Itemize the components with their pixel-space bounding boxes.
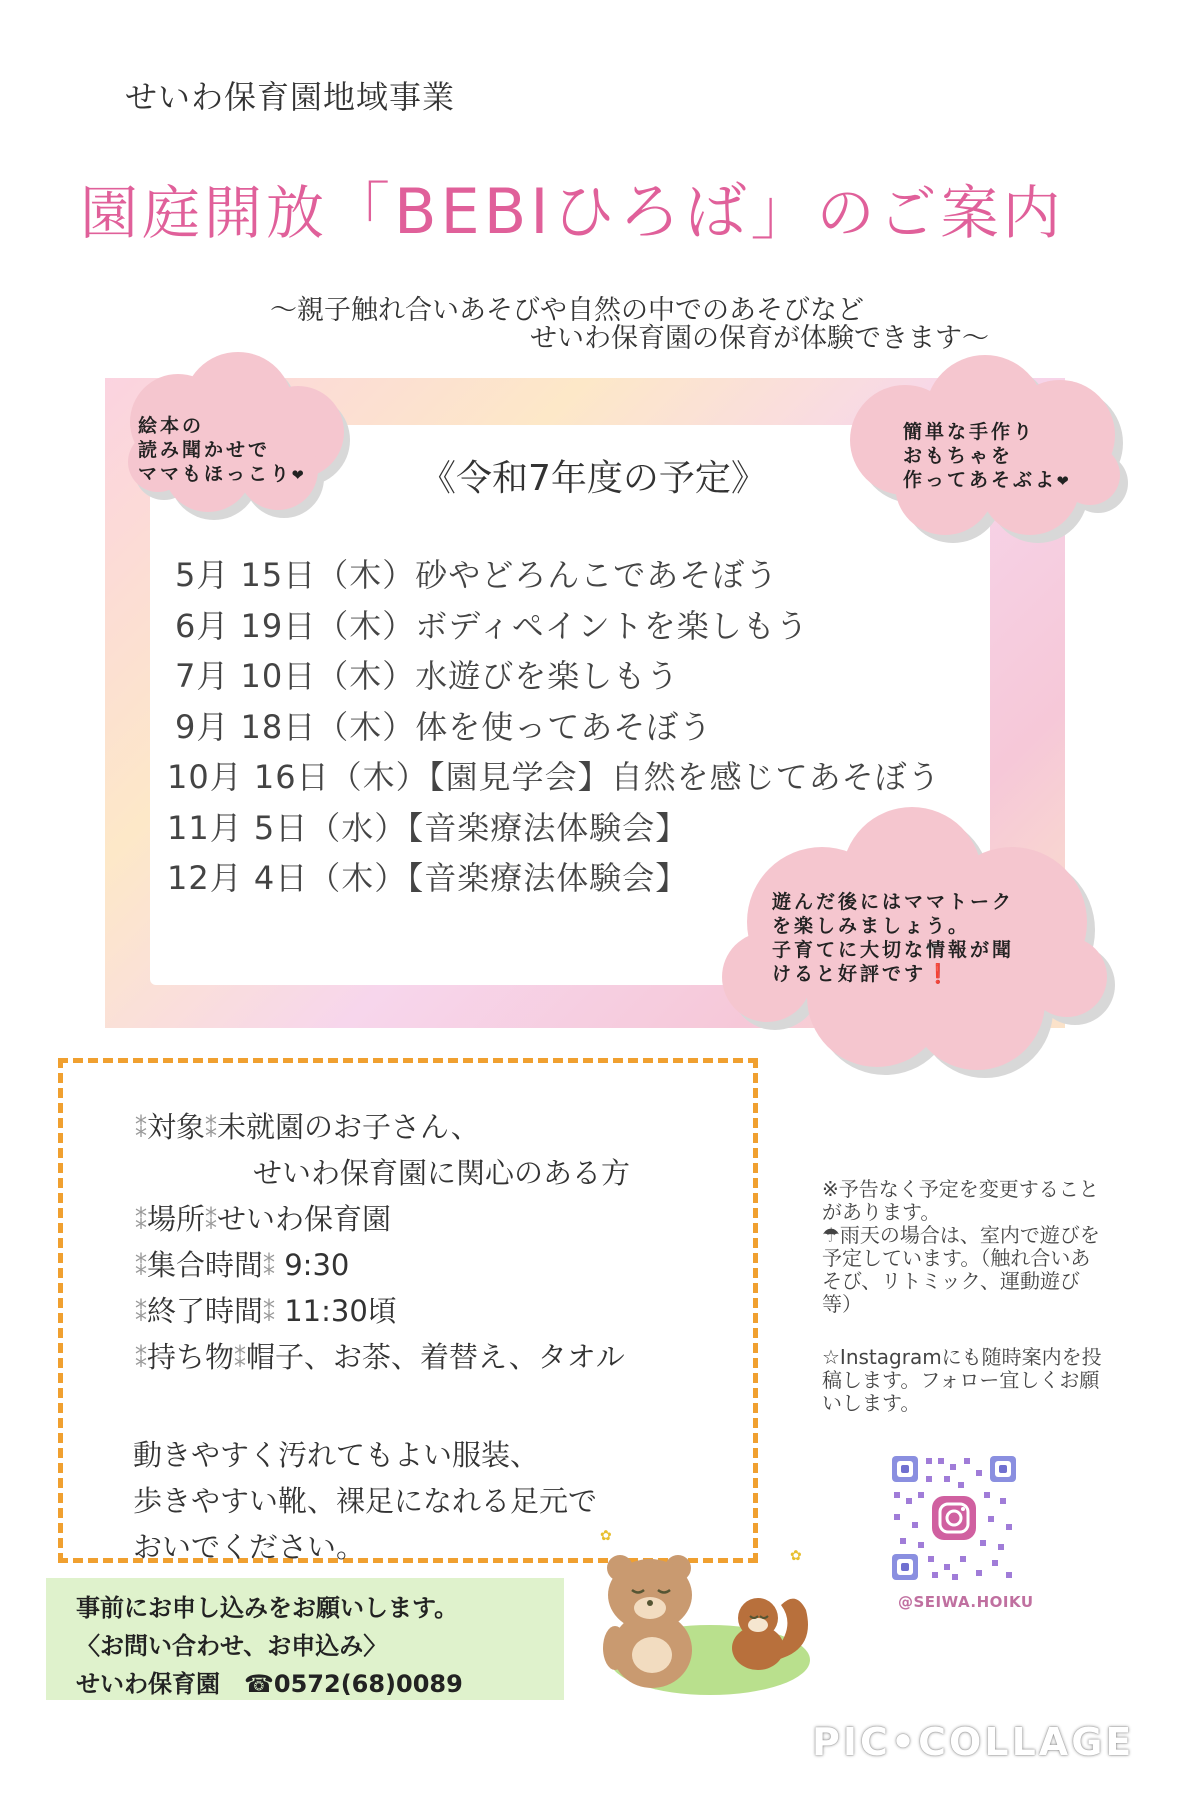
bear-squirrel-illustration bbox=[590, 1530, 820, 1700]
note-schedule-change: ※予告なく予定を変更することがあります。 bbox=[822, 1177, 1099, 1224]
cloud-bubble-left bbox=[118, 352, 358, 532]
info-label: 持ち物 bbox=[147, 1340, 235, 1374]
schedule-row: 9月 18日（木）体を使ってあそぼう bbox=[175, 707, 713, 746]
schedule-row: 5月 15日（木）砂やどろんこであそぼう bbox=[175, 556, 779, 594]
cloud-text-line: けると好評です❗ bbox=[772, 963, 953, 985]
cloud-text-line: を楽しみましょう。 bbox=[772, 915, 971, 937]
asterism-icon: ⁑ bbox=[135, 1253, 147, 1281]
asterism-icon: ⁑ bbox=[263, 1299, 276, 1327]
title-prefix: 園庭開放 bbox=[80, 179, 329, 247]
cloud-text-line: おもちゃを bbox=[903, 445, 1014, 467]
schedule-row: 12月 4日（木）【音楽療法体験会】 bbox=[167, 859, 689, 897]
cloud-text-line: 読み聞かせで bbox=[138, 439, 271, 461]
schedule-row: 11月 5日（水）【音楽療法体験会】 bbox=[167, 808, 689, 847]
cloud-text-line: 絵本の bbox=[138, 415, 205, 437]
asterism-icon: ⁑ bbox=[205, 1115, 218, 1143]
info-box bbox=[58, 1058, 758, 1563]
info-end-time bbox=[135, 1289, 397, 1330]
info-target-2: せいわ保育園に関心のある方 bbox=[253, 1156, 631, 1190]
info-value: 帽子、お茶、着替え、タオル bbox=[246, 1340, 625, 1374]
cloud-text-line: 作ってあそぶよ❤ bbox=[903, 469, 1072, 491]
cloud-bubble-bottom bbox=[712, 802, 1122, 1092]
info-start-time bbox=[135, 1243, 349, 1284]
asterism-icon: ⁑ bbox=[135, 1299, 147, 1327]
cloud-text-line: 子育てに大切な情報が聞 bbox=[772, 939, 1015, 961]
info-note-line: おいでください。 bbox=[133, 1530, 366, 1564]
contact-phone: せいわ保育園 ☎0572(68)0089 bbox=[76, 1670, 463, 1698]
note-rain: ☂雨天の場合は、室内で遊びを予定しています。（触れ合いあそび、リトミック、運動遊び等） bbox=[822, 1223, 1100, 1316]
asterism-icon: ⁑ bbox=[135, 1115, 147, 1143]
info-value: 11:30頃 bbox=[284, 1294, 397, 1328]
info-value: 9:30 bbox=[284, 1248, 350, 1282]
title-main: 「BEBIひろば」 bbox=[328, 175, 817, 248]
cloud-bubble-right bbox=[835, 350, 1135, 550]
asterism-icon: ⁑ bbox=[234, 1345, 247, 1373]
subtitle-line-2: せいわ保育園の保育が体験できます〜 bbox=[530, 323, 989, 354]
note-instagram: ☆Instagramにも随時案内を投稿します。フォロー宜しくお願いします。 bbox=[822, 1345, 1102, 1415]
schedule-row: 7月 10日（木）水遊びを楽しもう bbox=[175, 657, 680, 695]
info-label: 対象 bbox=[147, 1110, 206, 1144]
organization-label: せいわ保育園地域事業 bbox=[125, 78, 456, 116]
info-note-line: 歩きやすい靴、裸足になれる足元で bbox=[133, 1484, 598, 1518]
title-suffix: のご案内 bbox=[816, 179, 1065, 247]
page-title bbox=[80, 162, 1065, 251]
svg-text:✿: ✿ bbox=[600, 1530, 612, 1544]
asterism-icon: ⁑ bbox=[135, 1207, 147, 1235]
contact-line: 事前にお申し込みをお願いします。 bbox=[76, 1594, 459, 1622]
info-note-line: 動きやすく汚れてもよい服装、 bbox=[133, 1438, 540, 1472]
instagram-handle: @SEIWA.HOIKU bbox=[898, 1593, 1034, 1611]
asterism-icon: ⁑ bbox=[135, 1345, 147, 1373]
instagram-qr-code[interactable] bbox=[888, 1452, 1020, 1584]
contact-box bbox=[46, 1578, 564, 1700]
subtitle-line-1: 〜親子触れ合いあそびや自然の中でのあそびなど bbox=[270, 295, 864, 326]
cloud-text-line: 簡単な手作り bbox=[903, 421, 1036, 443]
info-label: 終了時間 bbox=[147, 1294, 264, 1328]
info-target bbox=[135, 1105, 480, 1146]
info-items bbox=[135, 1335, 625, 1376]
cloud-text-line: 遊んだ後にはママトーク bbox=[772, 891, 1015, 913]
contact-line: 〈お問い合わせ、お申込み〉 bbox=[76, 1632, 388, 1660]
asterism-icon: ⁑ bbox=[263, 1253, 276, 1281]
cloud-text-line: ママもほっこり❤ bbox=[138, 463, 307, 485]
schedule-title: 《令和7年度の予定》 bbox=[420, 458, 767, 499]
pic-collage-watermark: PIC•COLLAGE bbox=[812, 1720, 1135, 1764]
info-label: 集合時間 bbox=[147, 1248, 264, 1282]
schedule-row: 6月 19日（木）ボディペイントを楽しもう bbox=[175, 606, 809, 645]
info-place bbox=[135, 1197, 391, 1238]
info-label: 場所 bbox=[147, 1202, 206, 1236]
schedule-row: 10月 16日（木）【園見学会】自然を感じてあそぼう bbox=[167, 758, 941, 796]
info-value: せいわ保育園 bbox=[217, 1202, 392, 1236]
asterism-icon: ⁑ bbox=[205, 1207, 218, 1235]
svg-text:✿: ✿ bbox=[790, 1548, 802, 1564]
side-notes bbox=[822, 1178, 1102, 1436]
info-value: 未就園のお子さん、 bbox=[217, 1110, 480, 1144]
